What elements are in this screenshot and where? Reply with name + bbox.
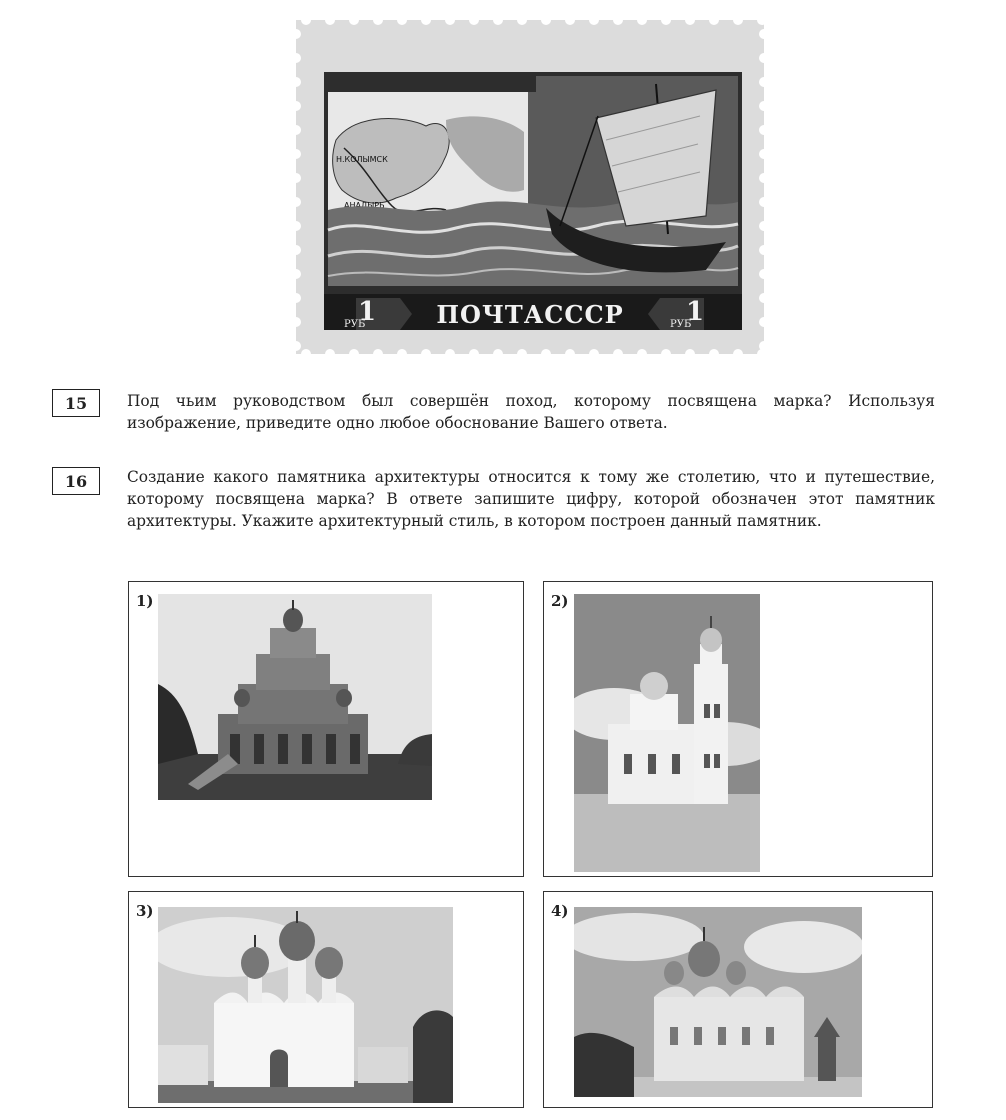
- option-box-1: [128, 581, 524, 877]
- option-box-3: [128, 891, 524, 1108]
- option-box-2: [543, 581, 933, 877]
- option-label-1: 1): [136, 592, 154, 610]
- map-label-kolymsk: Н.КОЛЫМСК: [336, 155, 388, 164]
- option-box-4: [543, 891, 933, 1108]
- church-photo-1: [158, 594, 432, 800]
- option-label-2: 2): [551, 592, 569, 610]
- question-text-16: Создание какого памятника архитектуры относится к тому же столетию, что и путешествие, которому посвящена марка? В ответе запишите цифру, которой обозначен этот памятник архитектуры. Укажите архитектурный стиль, в котором построен данный памятник.: [127, 468, 935, 530]
- stamp-unit-right: РУБ: [670, 319, 692, 330]
- church-photo-3: [158, 907, 453, 1103]
- stamp-unit-left: РУБ: [344, 319, 366, 330]
- stamp-denomination-left: 1: [358, 297, 377, 327]
- postage-stamp-image: [296, 20, 764, 354]
- question-number-15: 15: [52, 389, 100, 417]
- church-photo-2: [574, 594, 760, 872]
- stamp-denomination-right: 1: [686, 297, 705, 327]
- question-text-15: Под чьим руководством был совершён поход, которому посвящена марка? Используя изображение, приведите одно любое обоснование Вашего ответа.: [127, 392, 935, 432]
- option-label-4: 4): [551, 902, 569, 920]
- question-number-16: 16: [52, 467, 100, 495]
- option-label-3: 3): [136, 902, 154, 920]
- church-photo-4: [574, 907, 862, 1097]
- stamp-title: ПОЧТАСССР: [436, 300, 624, 329]
- map-label-anadyr: АНАДЫРЬ: [344, 201, 385, 210]
